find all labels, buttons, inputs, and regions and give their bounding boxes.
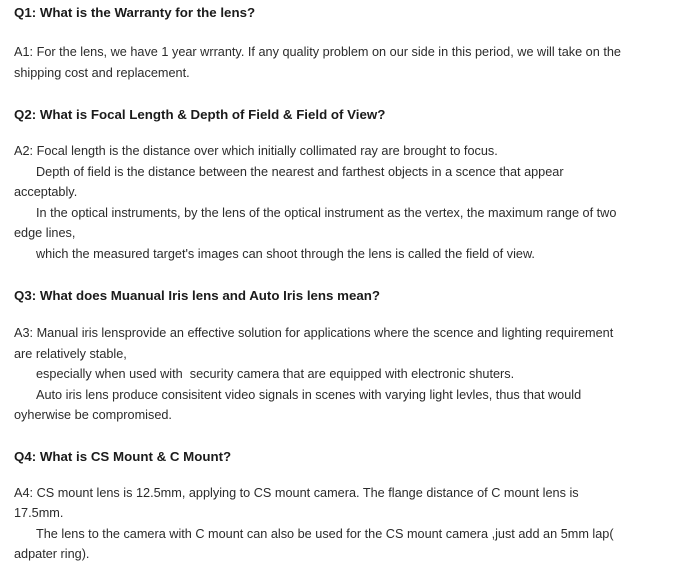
faq-answer-line: especially when used with security camera that are equipped with electronic shuters. — [36, 367, 515, 381]
faq-answer-line: Depth of field is the distance between the nearest and farthest objects in a scence that appear — [36, 164, 564, 179]
faq-answer-line: A4: CS mount lens is 12.5mm, applying to CS mount camera. The flange distance of C mount lens is — [14, 485, 579, 500]
faq-answer-line: oyherwise be compromised. — [14, 408, 172, 422]
faq-document — [0, 4, 680, 562]
faq-answer-line: A2: Focal length is the distance over which initially collimated ray are brought to focus. — [14, 144, 498, 158]
faq-answer-line: A1: For the lens, we have 1 year wrranty. If any quality problem on our side in this period, we will take on the — [14, 45, 621, 59]
faq-item-4 — [14, 448, 666, 565]
faq-question-2: Q2: What is Focal Length & Depth of Field & Field of View? — [14, 107, 386, 122]
faq-answer-line: In the optical instruments, by the lens of the optical instrument as the vertex, the maximum range of two — [36, 205, 617, 220]
faq-answer-1 — [14, 42, 666, 83]
faq-item-2 — [14, 106, 666, 264]
faq-answer-line: are relatively stable, — [14, 346, 127, 361]
faq-answer-line: Auto iris lens produce consisitent video signals in scenes with varying light levles, thus that would — [36, 387, 582, 402]
faq-answer-3 — [14, 323, 666, 426]
faq-answer-line: adpater ring). — [14, 547, 90, 561]
faq-answer-2 — [14, 141, 666, 264]
faq-answer-line: edge lines, — [14, 226, 76, 240]
faq-answer-line: shipping cost and replacement. — [14, 65, 190, 80]
faq-answer-line: 17.5mm. — [14, 506, 64, 520]
faq-question-4: Q4: What is CS Mount & C Mount? — [14, 448, 232, 464]
faq-answer-4 — [14, 483, 666, 565]
faq-answer-line: The lens to the camera with C mount can also be used for the CS mount camera ,just add an 5mm lap( — [36, 526, 614, 541]
faq-answer-line: which the measured target's images can shoot through the lens is called the field of view. — [36, 246, 535, 261]
faq-item-1 — [14, 4, 666, 83]
faq-question-3: Q3: What does Muanual Iris lens and Auto Iris lens mean? — [14, 288, 380, 303]
faq-answer-line: acceptably. — [14, 185, 78, 199]
faq-item-3 — [14, 287, 666, 426]
faq-question-1: Q1: What is the Warranty for the lens? — [14, 5, 256, 20]
faq-answer-line: A3: Manual iris lensprovide an effective solution for applications where the scence and lighting requirement — [14, 326, 614, 340]
